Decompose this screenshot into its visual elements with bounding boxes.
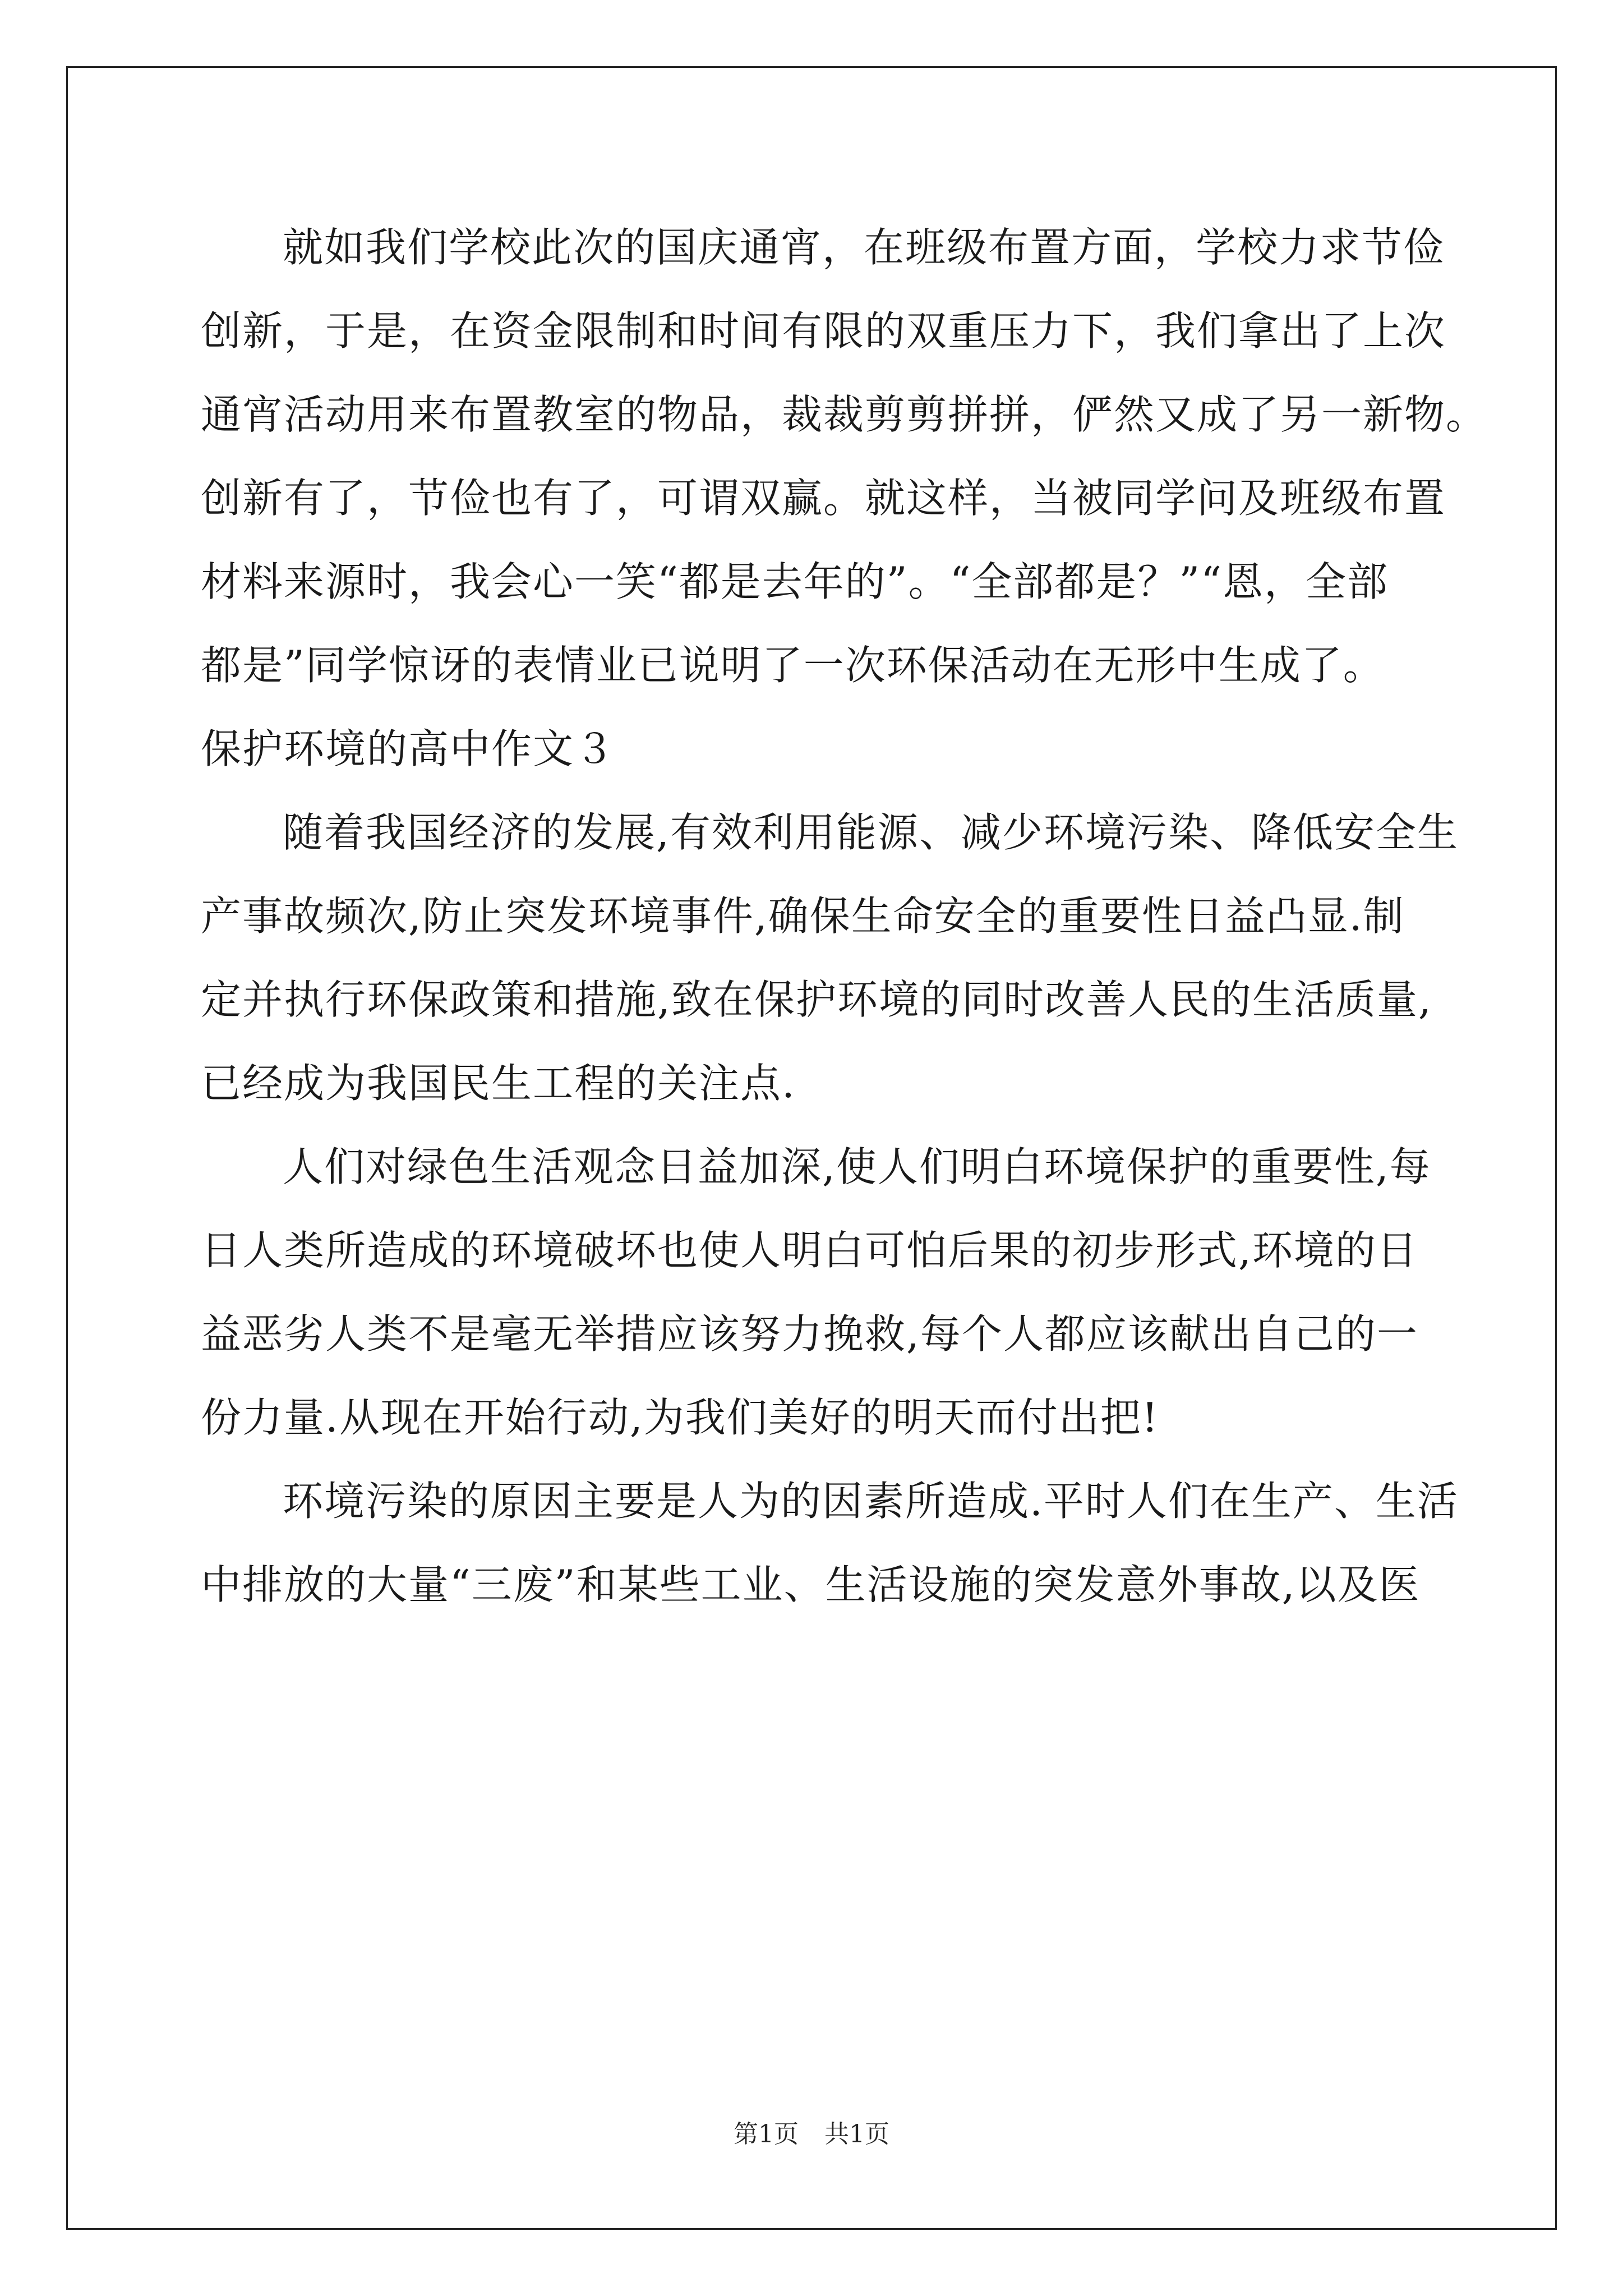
text-line: 已经成为我国民生工程的关注点.	[201, 1060, 796, 1107]
text-line: 材料来源时，我会心一笑“都是去年的”。“全部都是？”“恩，全部	[201, 558, 1389, 605]
text-line: 份力量.从现在开始行动,为我们美好的明天而付出把!	[201, 1394, 1159, 1441]
text-line: 益恶劣人类不是毫无举措应该努力挽救,每个人都应该献出自己的一	[201, 1310, 1418, 1358]
page-total: 共1页	[824, 2120, 889, 2148]
text-line: 通宵活动用来布置教室的物品，裁裁剪剪拼拼，俨然又成了另一新物。	[201, 391, 1488, 438]
section-heading: 保护环境的高中作文３	[201, 725, 616, 772]
text-line: 环境污染的原因主要是人为的因素所造成.平时人们在生产、生活	[283, 1478, 1459, 1525]
text-line: 人们对绿色生活观念日益加深,使人们明白环境保护的重要性,每	[283, 1143, 1431, 1190]
page-number: 第1页	[734, 2120, 799, 2148]
text-line: 随着我国经济的发展,有效利用能源、减少环境污染、降低安全生	[283, 809, 1459, 856]
text-line: 都是”同学惊讶的表情业已说明了一次环保活动在无形中生成了。	[201, 642, 1385, 689]
text-line: 日人类所造成的环境破坏也使人明白可怕后果的初步形式,环境的日	[201, 1227, 1418, 1274]
text-line: 产事故频次,防止突发环境事件,确保生命安全的重要性日益凸显.制	[201, 892, 1405, 940]
document-body	[201, 206, 1488, 1627]
text-line: 定并执行环保政策和措施,致在保护环境的同时改善人民的生活质量,	[201, 976, 1432, 1023]
text-line: 就如我们学校此次的国庆通宵，在班级布置方面，学校力求节俭	[283, 224, 1445, 271]
text-line: 中排放的大量“三废”和某些工业、生活设施的突发意外事故,以及医	[201, 1561, 1421, 1608]
text-line: 创新，于是，在资金限制和时间有限的双重压力下，我们拿出了上次	[201, 307, 1446, 355]
page-footer	[0, 2114, 1623, 2150]
text-line: 创新有了，节俭也有了，可谓双赢。就这样，当被同学问及班级布置	[201, 475, 1446, 522]
